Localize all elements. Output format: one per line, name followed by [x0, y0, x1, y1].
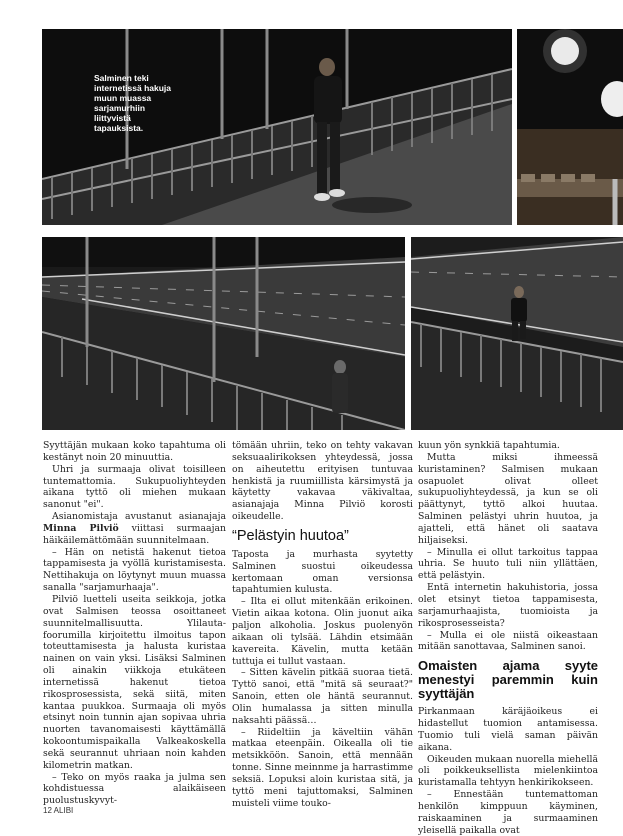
- paragraph: Pirkanmaan käräjäoikeus ei hidastellut tuomion antamisessa. Tuomio tuli vielä saman päivän aikana.: [418, 706, 598, 753]
- article-column-3: [418, 440, 598, 836]
- paragraph: Uhri ja surmaaja olivat toisilleen tuntemattomia. Sukupuoliyhteyden aikana tyttö oli miehen mukaan sanonut "ei".: [43, 463, 226, 511]
- paragraph: Mutta miksi ihmeessä kuristaminen? Salmisen mukaan osapuolet olivat olleet sukupuoliyhteydessä, ja kun se oli päättynyt, tyttö alkoi huutaa. Salminen pelästyi uhrin huutoa, ja ajatteli, että hänet oli saatava hiljaiseksi.: [418, 451, 598, 546]
- person-name: Minna Pilviö: [43, 522, 119, 534]
- page-footer: 12 ALIBI: [43, 806, 74, 815]
- paragraph: tömään uhriin, teko on tehty vakavan seksuaalirikoksen yhteydessä, jossa on aiheutettu erityisen tuntuvaa henkistä ja ruumiillista kärsimystä ja käytetty vakavaa väkivaltaa, asianajaja Minna Pilviö korosti oikeudelle.: [232, 440, 413, 523]
- photo-bridge-walker: [42, 29, 512, 225]
- article-column-1: [43, 440, 226, 807]
- paragraph: kuun yön synkkiä tapahtumia.: [418, 440, 560, 451]
- paragraph: Oikeuden mukaan nuorella miehellä oli poikkeuksellista mielenkiintoa kuristamalla tehtyyn henkirikokseen.: [418, 753, 598, 789]
- paragraph: – Ennestään tuntemattoman henkilön kimppuun käyminen, raiskaaminen ja surmaaminen yleisellä paikalla ovat: [418, 789, 598, 836]
- paragraph: – Riideltiin ja käveltiin vähän matkaa eteenpäin. Oikealla oli tie metsikköön. Sanoin, että mennään tonne. Sinne meinnme ja harrastimme seksiä. Lopuksi aloin kuristaa sitä, ja tyttö meni tajuttomaksi, Salminen muisteli viime touko-: [232, 726, 413, 809]
- lamps-image: [517, 29, 623, 225]
- paragraph: Entä internetin hakuhistoria, jossa olet etsinyt tietoa tappamisesta, sarjamurhaajista, tuomioista ja rikosprosesseista?: [418, 582, 598, 629]
- road-walker-image: [411, 237, 623, 430]
- paragraph: Pilviö luetteli useita seikkoja, jotka ovat Salmisen teossa osoittaneet suunnitelmallisuutta. Ylilauta-foorumilla kirjoitettu ilmoitus tapon toteuttamisesta ja halusta kuristaa nainen on vain yksi. Lisäksi Salminen oli ainakin viikkoja etukäteen internetissä hakenut tietoa rikosprosessista, sekä siitä, miten kantaa puukkoa. Surmaaja oli myös etsinyt noin tunnin ajan sopivaa uhria nuorten tavanomaisesti käyttämällä kokoontumispaikalla Valkeakoskella sekä seurannut uhriaan noin kahden kilometrin matkan.: [43, 593, 226, 771]
- paragraph: Syyttäjän mukaan koko tapahtuma oli kestänyt noin 20 minuuttia.: [43, 440, 226, 463]
- paragraph: – Minulla ei ollut tarkoitus tappaa uhria. Se huuto tuli niin yllättäen, että pelästyin.: [418, 546, 598, 582]
- paragraph-text: Asianomistaja avustanut asianajaja: [52, 511, 226, 523]
- photo-road-figure: [42, 237, 405, 430]
- paragraph: – Teko on myös raaka ja julma sen kohdistuessa alaikäiseen puolustuskyvyt-: [43, 771, 226, 807]
- section-heading: Omaisten ajama syyte menestyi paremmin kuin syyttäjän: [418, 658, 598, 702]
- paragraph: – Sitten kävelin pitkää suoraa tietä. Tyttö sanoi, että "mitä sä seuraat?" Sanoin, etten ole häntä seurannut. Olin humalassa ja sitten minulla naksahti päässä…: [232, 667, 413, 726]
- road-figure-image: [42, 237, 405, 430]
- article-column-2: [232, 440, 413, 809]
- paragraph: – Mulla ei ole niistä oikeastaan mitään sanottavaa, Salminen sanoi.: [418, 629, 598, 653]
- photo-caption: Salminen teki internetissä hakuja muun muassa sarjamurhiin liittyvistä tapauksista.: [94, 73, 172, 133]
- paragraph: – Hän on netistä hakenut tietoa tappamisesta ja vyöllä kuristamisesta. Nettihakuja on löytynyt muun muassa sanalla "sarjamurhaaja".: [43, 546, 226, 594]
- photo-road-walker: [411, 237, 623, 430]
- paragraph: – Ilta ei ollut mitenkään erikoinen. Vietin aikaa kotona. Olin juonut aika paljon alkoholia. Joskus puolenyön aikaan oli tylsää. Lähdin etsimään kavereita. Kävelin, mutta ketään tuttuja ei tullut vastaan.: [232, 596, 413, 667]
- paragraph-text: viittasi surmaajan häikäilemättömään suunnitelmaan.: [43, 522, 226, 546]
- paragraph: [43, 511, 226, 547]
- section-heading: “Pelästyin huutoa”: [232, 527, 349, 544]
- paragraph: Taposta ja murhasta syytetty Salminen suostui oikeudessa kertomaan oman versionsa tapahtumien kulusta.: [232, 548, 413, 596]
- photo-lamps: [517, 29, 623, 225]
